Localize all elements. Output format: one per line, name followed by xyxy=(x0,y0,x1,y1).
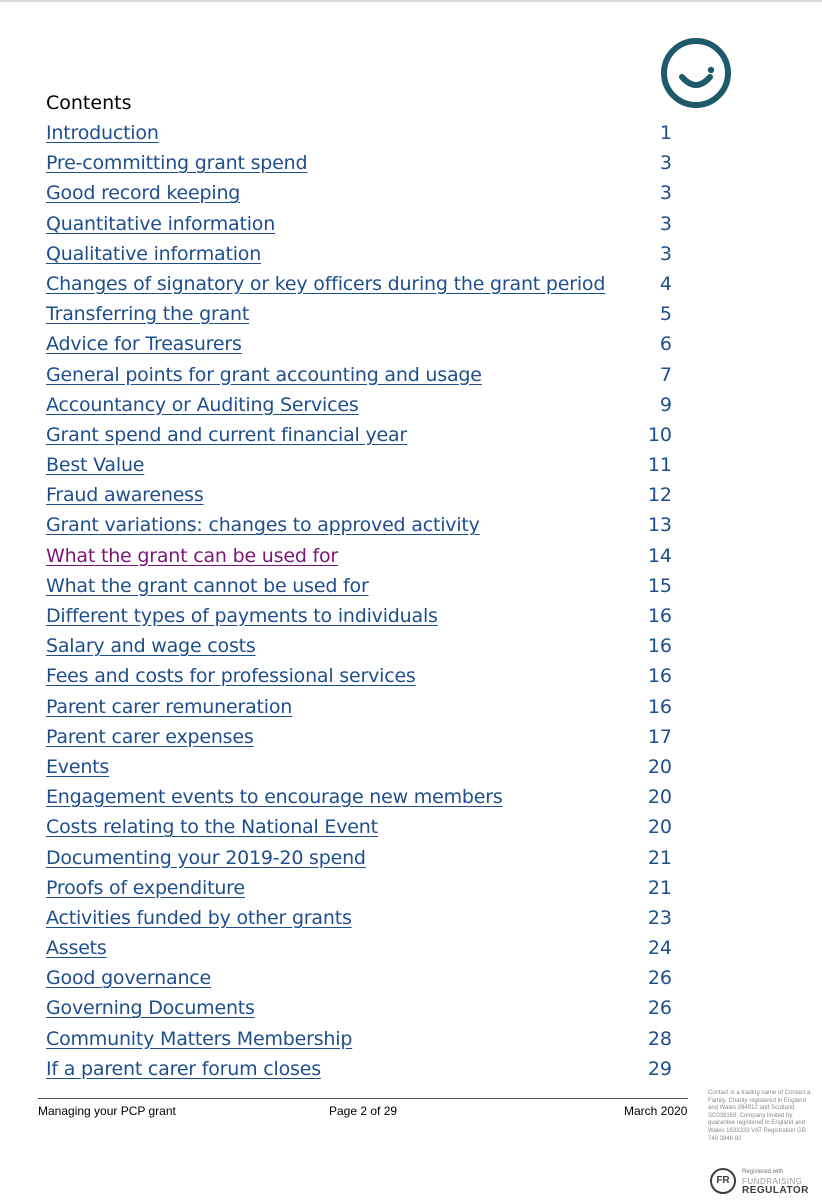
toc-page-number: 9 xyxy=(659,393,672,416)
toc-link[interactable]: Changes of signatory or key officers during the grant period xyxy=(46,272,606,295)
toc-link[interactable]: Accountancy or Auditing Services xyxy=(46,393,359,416)
toc-entry xyxy=(46,545,686,575)
contact-smiley-logo xyxy=(660,37,732,109)
toc-link[interactable]: Introduction xyxy=(46,122,159,144)
toc-page-number: 16 xyxy=(647,695,672,718)
legal-notice: Contact is a trading name of Contact a Family. Charity registered in England and Wales 284912 and Scotland SC039169. Company limited by guarantee registered in England and Wales 1633333 VAT Registration GB 749 3846 82 xyxy=(708,1090,811,1142)
toc-entry xyxy=(46,575,686,605)
toc-page-number: 6 xyxy=(659,333,672,356)
toc-page-number: 10 xyxy=(647,423,672,446)
toc-entry xyxy=(46,726,686,756)
toc-page-number: 16 xyxy=(647,665,672,688)
fundraising-regulator-badge xyxy=(708,1168,818,1196)
footer-page-number: Page 2 of 29 xyxy=(329,1104,398,1118)
toc-link[interactable]: Community Matters Membership xyxy=(46,1027,353,1050)
toc-entry xyxy=(46,152,686,182)
toc-page-number: 24 xyxy=(647,937,672,960)
regulator-registered-label: Registered with xyxy=(742,1169,784,1175)
toc-link[interactable]: Parent carer remuneration xyxy=(46,695,293,718)
toc-entry xyxy=(46,122,686,152)
toc-link[interactable]: Best Value xyxy=(46,454,145,477)
toc-page-number: 13 xyxy=(647,514,672,537)
toc-page-number: 26 xyxy=(647,997,672,1020)
toc-link[interactable]: Salary and wage costs xyxy=(46,635,256,658)
toc-link[interactable]: Good record keeping xyxy=(46,182,241,205)
footer-date: March 2020 xyxy=(624,1104,688,1118)
toc-page-number: 14 xyxy=(647,544,672,567)
toc-entry xyxy=(46,816,686,846)
toc-page-number: 16 xyxy=(647,635,672,658)
regulator-fundraising-label: FUNDRAISING xyxy=(742,1177,803,1186)
toc-page-number: 3 xyxy=(659,182,672,205)
fr-logo-icon: FR xyxy=(710,1168,736,1194)
footer-divider xyxy=(38,1098,688,1099)
toc-entry xyxy=(46,514,686,544)
toc-page-number: 26 xyxy=(647,967,672,990)
toc-page-number: 4 xyxy=(659,272,672,295)
toc-link[interactable]: Qualitative information xyxy=(46,242,262,265)
toc-page-number: 29 xyxy=(647,1057,672,1080)
toc-entry xyxy=(46,635,686,665)
toc-entry xyxy=(46,243,686,273)
toc-link[interactable]: Parent carer expenses xyxy=(46,725,254,748)
toc-entry xyxy=(46,303,686,333)
toc-link[interactable]: Fraud awareness xyxy=(46,484,204,507)
toc-page-number: 20 xyxy=(647,755,672,778)
toc-link[interactable]: Fees and costs for professional services xyxy=(46,665,416,688)
toc-link[interactable]: Events xyxy=(46,755,110,778)
contents-heading: Contents xyxy=(46,92,132,114)
toc-page-number: 28 xyxy=(647,1027,672,1050)
toc-page-number: 21 xyxy=(647,876,672,899)
toc-link[interactable]: If a parent carer forum closes xyxy=(46,1057,321,1080)
toc-link[interactable]: Different types of payments to individuals xyxy=(46,605,438,627)
toc-link[interactable]: Pre-committing grant spend xyxy=(46,152,308,175)
toc-link[interactable]: Costs relating to the National Event xyxy=(46,816,378,839)
toc-entry xyxy=(46,1028,686,1058)
toc-link[interactable]: Activities funded by other grants xyxy=(46,906,352,929)
toc-page-number: 3 xyxy=(659,242,672,265)
toc-entry xyxy=(46,786,686,816)
toc-page-number: 20 xyxy=(647,816,672,839)
toc-entry xyxy=(46,907,686,937)
toc-entry xyxy=(46,756,686,786)
toc-page-number: 3 xyxy=(659,152,672,175)
toc-entry xyxy=(46,364,686,394)
toc-link[interactable]: What the grant cannot be used for xyxy=(46,574,369,597)
toc-link[interactable]: Assets xyxy=(46,937,107,960)
toc-link[interactable]: Quantitative information xyxy=(46,212,276,235)
toc-entry xyxy=(46,1058,686,1088)
toc-page-number: 3 xyxy=(659,212,672,235)
toc-entry xyxy=(46,967,686,997)
toc-entry xyxy=(46,484,686,514)
toc-page-number: 1 xyxy=(659,122,672,144)
toc-entry xyxy=(46,454,686,484)
toc-link[interactable]: Proofs of expenditure xyxy=(46,876,245,899)
toc-link[interactable]: What the grant can be used for xyxy=(46,544,339,567)
toc-entry xyxy=(46,997,686,1027)
toc-entry xyxy=(46,605,686,635)
toc-link[interactable]: Grant variations: changes to approved activity xyxy=(46,514,480,537)
table-of-contents xyxy=(46,122,686,1088)
toc-page-number: 16 xyxy=(647,605,672,627)
toc-page-number: 21 xyxy=(647,846,672,869)
toc-entry xyxy=(46,665,686,695)
toc-link[interactable]: Good governance xyxy=(46,967,212,990)
toc-page-number: 23 xyxy=(647,906,672,929)
toc-entry xyxy=(46,424,686,454)
toc-link[interactable]: Documenting your 2019-20 spend xyxy=(46,846,366,869)
toc-link[interactable]: Governing Documents xyxy=(46,997,255,1020)
toc-entry xyxy=(46,333,686,363)
toc-entry xyxy=(46,394,686,424)
toc-entry xyxy=(46,213,686,243)
toc-page-number: 12 xyxy=(647,484,672,507)
toc-page-number: 7 xyxy=(659,363,672,386)
toc-page-number: 11 xyxy=(647,454,672,477)
toc-entry xyxy=(46,877,686,907)
toc-page-number: 15 xyxy=(647,574,672,597)
toc-entry xyxy=(46,696,686,726)
toc-link[interactable]: Transferring the grant xyxy=(46,303,250,326)
toc-link[interactable]: Engagement events to encourage new members xyxy=(46,786,503,809)
toc-entry xyxy=(46,937,686,967)
toc-page-number: 20 xyxy=(647,786,672,809)
toc-link[interactable]: Grant spend and current financial year xyxy=(46,423,408,446)
toc-link[interactable]: General points for grant accounting and usage xyxy=(46,363,482,386)
toc-entry xyxy=(46,273,686,303)
toc-page-number: 17 xyxy=(647,725,672,748)
top-border xyxy=(0,0,822,2)
toc-link[interactable]: Advice for Treasurers xyxy=(46,333,242,356)
toc-entry xyxy=(46,847,686,877)
toc-page-number: 5 xyxy=(659,303,672,326)
toc-entry xyxy=(46,182,686,212)
regulator-name-label: REGULATOR xyxy=(742,1185,809,1196)
footer-document-title: Managing your PCP grant xyxy=(38,1104,176,1118)
